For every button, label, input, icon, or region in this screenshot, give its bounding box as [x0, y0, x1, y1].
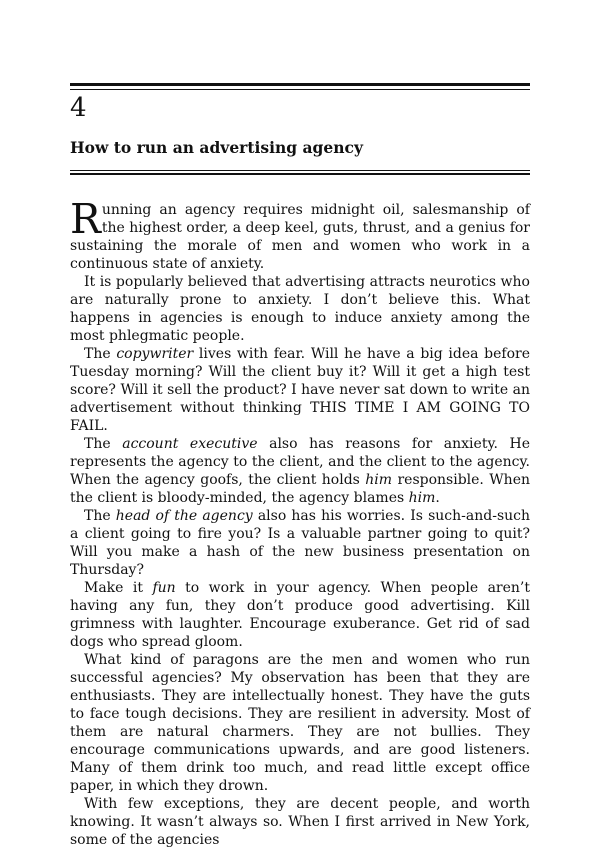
drop-cap: R	[70, 195, 101, 243]
body-text	[70, 195, 531, 849]
emphasis-fun: fun	[152, 580, 176, 596]
text-run: responsible. When the client is bloody-minded, the agency blames	[70, 472, 530, 506]
paragraph-text: It is popularly believed that advertising attracts neurotics who are naturally prone to anxiety. I don’t believe this. What happens in agencies is enough to induce anxiety among the most phlegmatic people.	[70, 274, 530, 344]
text-run: The	[84, 346, 117, 362]
emphasis-him: him	[408, 490, 436, 506]
text-run: Make it	[84, 580, 153, 596]
text-run: The	[84, 508, 116, 524]
chapter-bottom-rule-thin	[70, 170, 530, 171]
chapter-bottom-rule-thick	[70, 173, 530, 175]
paragraph-2	[70, 273, 530, 345]
emphasis-him: him	[365, 472, 393, 488]
emphasis-copywriter: copywriter	[116, 346, 194, 362]
text-run: lives with fear. Will he have a big idea before Tuesday morning? Will the client buy it? Will it get a high test score? Will it sell the product? I have never sat down to write an advertisement without thinking THIS TIME I AM GOING TO FAIL.	[70, 346, 530, 434]
paragraph-4	[70, 435, 530, 507]
chapter-top-rule-thin	[70, 89, 530, 90]
emphasis-account-executive: account executive	[122, 436, 258, 452]
chapter-title: How to run an advertising agency	[70, 138, 363, 157]
text-run: to work in your agency. When people aren’t having any fun, they don’t produce good advertising. Kill grimness with laughter. Encourage exuberance. Get rid of sad dogs who spread gloom.	[70, 580, 530, 650]
emphasis-head-of-agency: head of the agency	[115, 508, 253, 524]
paragraph-7	[70, 651, 530, 795]
paragraph-text: What kind of paragons are the men and women who run successful agencies? My observation has been that they are enthusiasts. They are intellectually honest. They have the guts to face tough decisions. They are resilient in adversity. Most of them are natural charmers. They are not bullies. They encourage communications upwards, and are good listeners. Many of them drink too much, and read little except office paper, in which they drown.	[70, 652, 530, 794]
chapter-top-rule-thick	[70, 83, 530, 86]
text-run: also has reasons for anxiety. He represents the agency to the client, and the client to the agency. When the agency goofs, the client holds	[70, 436, 531, 488]
paragraph-6	[70, 579, 530, 651]
text-run: The	[84, 436, 123, 452]
paragraph-text: With few exceptions, they are decent people, and worth knowing. It wasn’t always so. When I first arrived in New York, some of the agencies	[70, 796, 530, 848]
paragraph-1	[70, 195, 530, 273]
paragraph-3	[70, 345, 530, 435]
text-run: also has his worries. Is such-and-such a client going to fire you? Is a valuable partner going to quit? Will you make a hash of the new business presentation on Thursday?	[70, 508, 530, 578]
text-run: .	[435, 490, 440, 506]
paragraph-5	[70, 507, 530, 579]
paragraph-text: unning an agency requires midnight oil, salesmanship of the highest order, a deep keel, guts, thrust, and a genius for sustaining the morale of men and women who work in a continuous state of anxiety.	[70, 202, 530, 272]
chapter-number: 4	[70, 93, 87, 123]
paragraph-8	[70, 795, 530, 849]
